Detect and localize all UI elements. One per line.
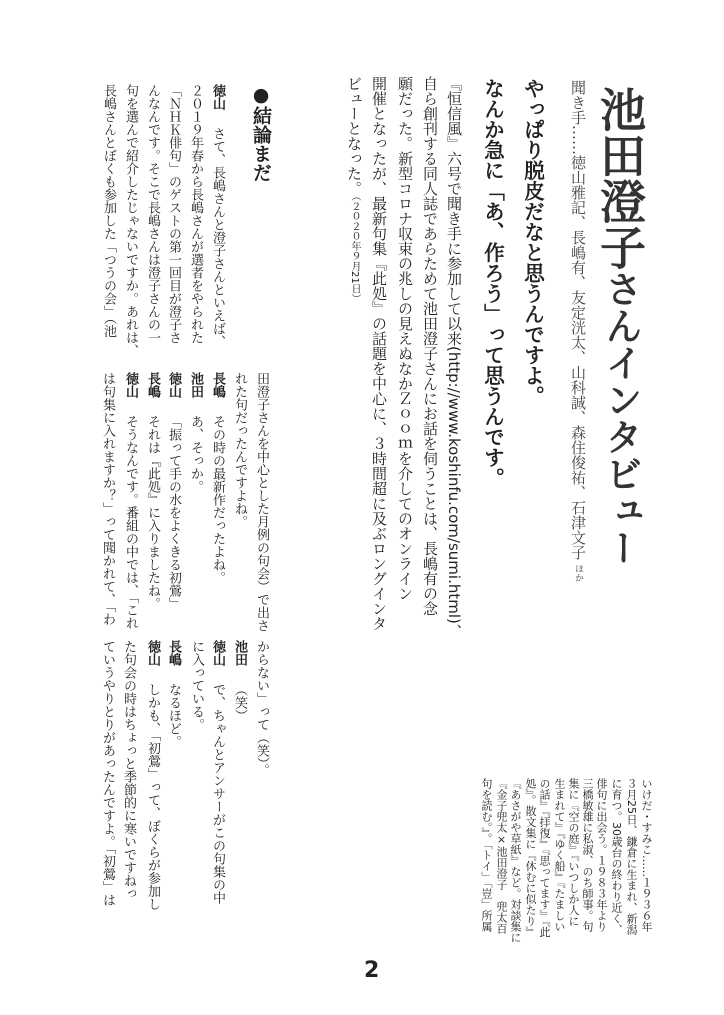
title-suffix: さんインタビュー	[599, 270, 642, 566]
intro-line: 願だった。新型コロナ収束の兆しの見えぬなかＺｏｏｍを介してのオンライン	[396, 76, 414, 601]
bio-line: ３月25日、鎌倉に生まれ、新潟	[625, 778, 638, 935]
interviewers-text: 聞き手……徳山雅記、長嶋有、友定洸太、山科誠、森住俊祐、石津文子	[569, 80, 587, 560]
dialogue-line: れた句だったんですよね。	[232, 372, 247, 528]
dialogue-line: に入っている。	[189, 640, 204, 731]
dialogue-line	[211, 640, 224, 904]
dialogue-line: 「ＮＨＫ俳句」のゲストの第一回目が澄子さ	[166, 84, 181, 344]
dialogue-line: 田澄子さんを中心とした月例の句会）で出さ	[254, 372, 269, 632]
dialogue-text: あ、そっか。	[188, 415, 203, 493]
speaker-label: 徳山	[210, 84, 225, 110]
dialogue-text: それは『此処』に入りましたね。	[145, 415, 160, 610]
dialogue-text: なるほど。	[166, 683, 181, 748]
intro-text: ビューとなった。	[345, 76, 363, 196]
dialogue-line	[167, 640, 180, 748]
dialogue-text: （笑）	[232, 683, 247, 722]
speaker-label: 池田	[188, 372, 203, 398]
dialogue-line	[211, 84, 224, 348]
speaker-label: 長嶋	[210, 372, 225, 398]
dialogue-text: しかも、「初鶯」って、ぼくらが参加し	[145, 683, 160, 911]
intro-line: 開催となったが、最新句集『此処』の話題を中心に、３時間超に及ぶロングインタ	[370, 76, 388, 631]
speaker-label: 長嶋	[166, 640, 181, 666]
dialogue-line: からない」って（笑）。	[254, 640, 269, 777]
bio-line: の話』『拝復』『思ってます』『此	[538, 778, 551, 938]
dialogue-line	[124, 372, 137, 630]
bio-line: 生まれて』『ゆく船』『たましい	[553, 778, 566, 932]
page-title	[593, 86, 647, 566]
bio-line: 『あさがや草紙』など。対談集に	[509, 778, 522, 943]
bio-line: 集に『空の庭』『いつしか人に	[567, 778, 580, 927]
dialogue-text: 「振って手の水をよくきる初鶯」	[166, 415, 181, 610]
dialogue-line: た句会の時はちょっと季節的に寒いですねっ	[121, 640, 136, 900]
title-name: 池田澄子	[593, 86, 647, 270]
dialogue-line: ２０１９年春から長嶋さんが選者をやられた	[188, 84, 203, 344]
dialogue-line	[167, 372, 180, 610]
intro-line: 自ら創刊する同人誌であらためて池田澄子さんにお話を伺うことは、長嶋有の念	[421, 76, 439, 616]
bio-line: 俳句に出会う。１９８３年より	[595, 778, 608, 932]
headline-line: なんか急に「あ、作ろう」って思うんです。	[480, 78, 505, 488]
speaker-label: 徳山	[145, 640, 160, 666]
speaker-label: 徳山	[123, 372, 138, 398]
bio-line: に育つ。30歳台の終わり近く、	[610, 778, 623, 935]
dialogue-text: その時の最新作だったよね。	[210, 415, 225, 584]
interviewers-suffix: ほか	[573, 564, 583, 582]
bio-line: 処』。散文集に『休むに似たり』	[524, 778, 537, 938]
interviewers	[570, 80, 585, 582]
headline-line: やっぱり脱皮だなと思うんですよ。	[520, 78, 545, 406]
speaker-label: 池田	[232, 640, 247, 666]
dialogue-line	[146, 640, 159, 911]
dialogue-line: 句を選んで紹介したじゃないですか。あれは、	[123, 84, 138, 357]
intro-line: 『恒信風』六号で聞き手に参加して以来(http://www.koshinfu.com/sumi.html)、	[445, 76, 463, 639]
bio-line: 句を読む。』。「トイ」「豈」所属	[480, 778, 493, 932]
speaker-label: 長嶋	[145, 372, 160, 398]
bio-line: 三橋敏雄に私淑、のち師事。句	[581, 778, 594, 932]
bio-line: いけだ・すみこ……１９３６年	[640, 778, 653, 932]
dialogue-line	[211, 372, 224, 584]
dialogue-line	[146, 372, 159, 610]
dialogue-line: 長嶋さんとぼくも参加した「つうの会」（池	[101, 84, 116, 338]
dialogue-text: そうなんです。番組の中では、「これ	[123, 415, 138, 630]
dialogue-line	[189, 372, 202, 493]
bio-line: 『金子兜太×池田澄子 兜太百	[495, 778, 508, 934]
dialogue-text: で、ちゃんとアンサーがこの句集の中	[210, 683, 225, 904]
dialogue-text: さて、長嶋さんと澄子さんといえば、	[210, 127, 225, 348]
dialogue-line: んなんです。そこで長嶋さんは澄子さんの一	[145, 84, 160, 344]
section-heading: ●結論まだ	[250, 84, 272, 182]
dialogue-line	[233, 640, 246, 722]
intro-date: （２０２０年９月21日）	[349, 196, 360, 304]
speaker-label: 徳山	[166, 372, 181, 398]
speaker-label: 徳山	[210, 640, 225, 666]
page-number: 2	[364, 958, 380, 983]
dialogue-line: は句集に入れますか？」って聞かれて、「わ	[100, 372, 115, 626]
intro-line	[346, 76, 361, 304]
dialogue-line: ていうやりとりがあったんですよ。「初鶯」は	[100, 640, 115, 907]
